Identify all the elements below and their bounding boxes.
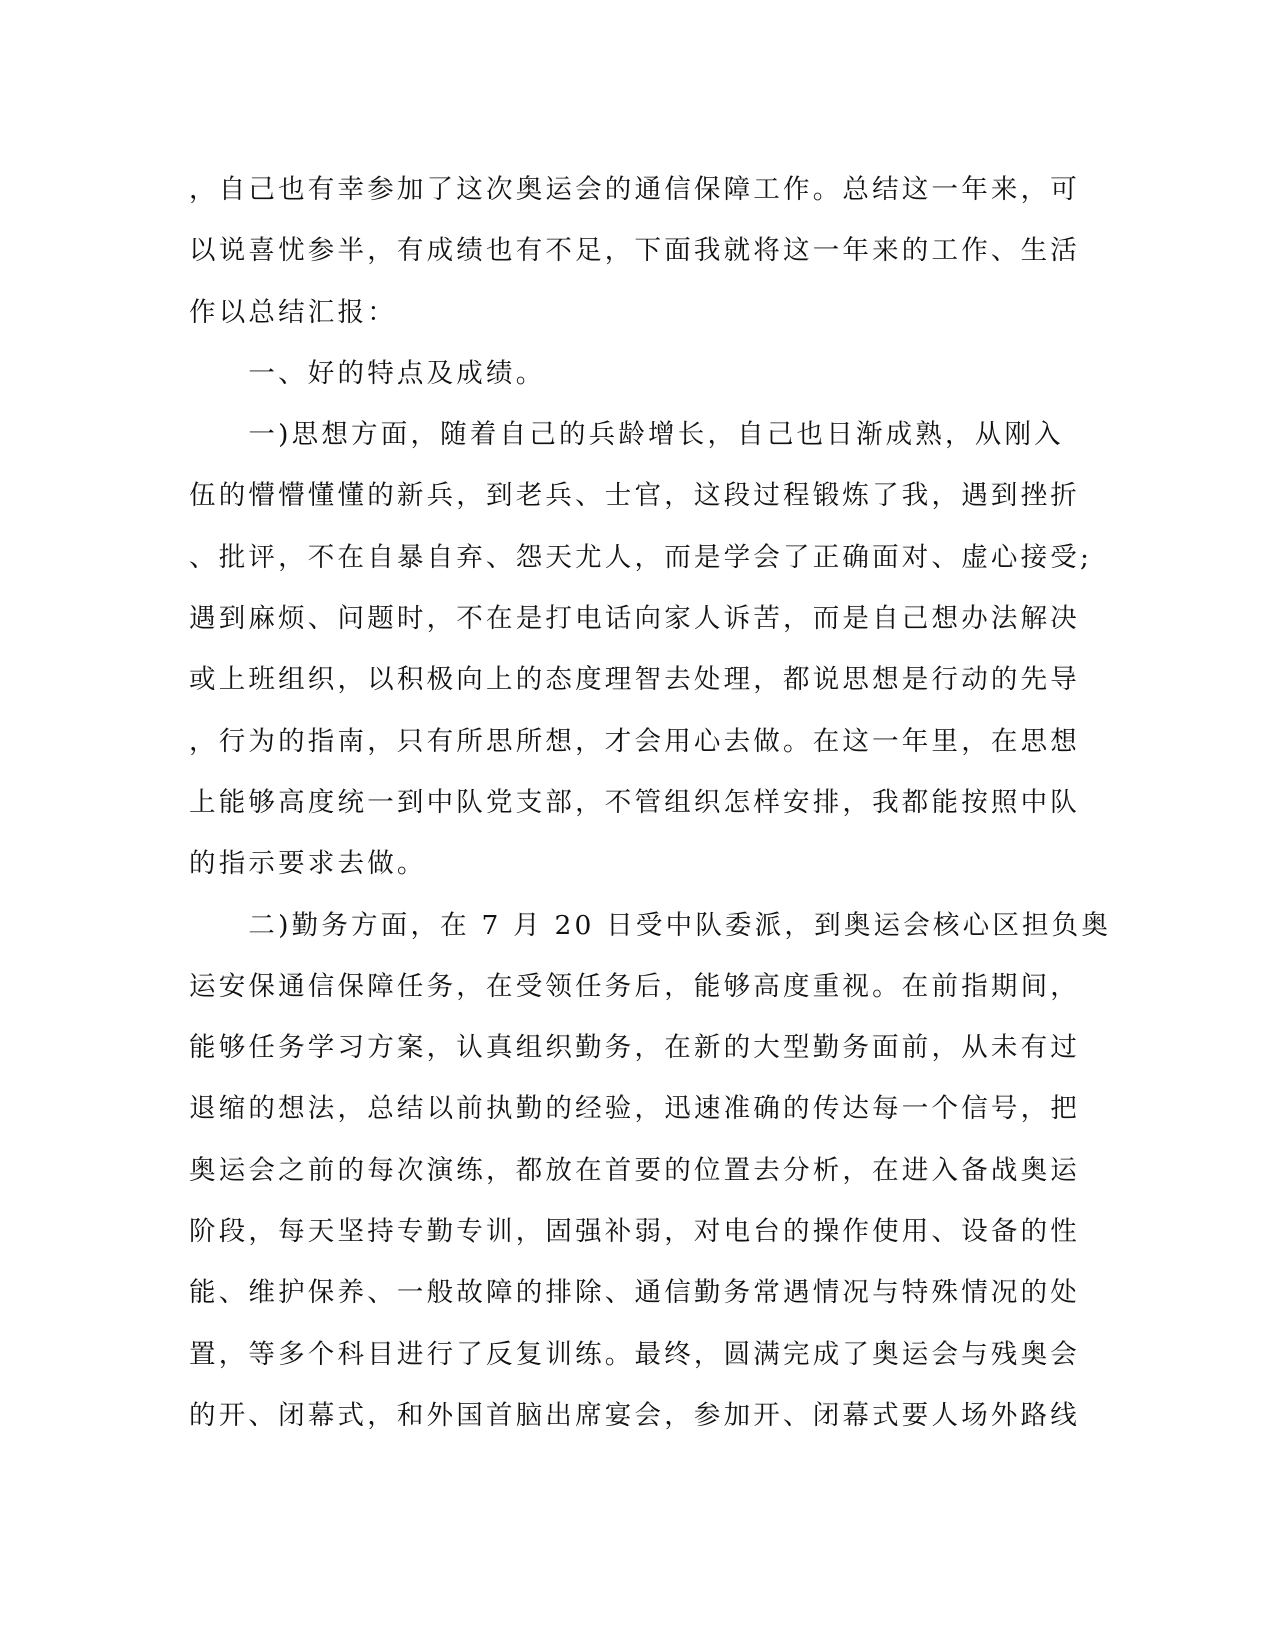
text-line: 置，等多个科目进行了反复训练。最终，圆满完成了奥运会与残奥会 (189, 1338, 1080, 1370)
text-line: ，自己也有幸参加了这次奥运会的通信保障工作。总结这一年来，可 (189, 174, 1080, 205)
text-line: 二)勤务方面，在 7 月 20 日受中队委派，到奥运会核心区担负奥 (189, 909, 1112, 941)
text-line: 退缩的想法，总结以前执勤的经验，迅速准确的传达每一个信号，把 (189, 1093, 1080, 1125)
text-line: 能够任务学习方案，认真组织勤务，在新的大型勤务面前，从未有过 (189, 1032, 1080, 1064)
text-line: 遇到麻烦、问题时，不在是打电话向家人诉苦，而是自己想办法解决 (189, 603, 1080, 635)
section-heading: 一、好的特点及成绩。 (189, 357, 546, 389)
text-line: 伍的懵懵懂懂的新兵，到老兵、士官，这段过程锻炼了我，遇到挫折 (189, 480, 1080, 512)
text-line: 一)思想方面，随着自己的兵龄增长，自己也日渐成熟，从刚入 (189, 419, 1064, 451)
text-line: 运安保通信保障任务，在受领任务后，能够高度重视。在前指期间， (189, 970, 1080, 1002)
text-line: 或上班组织，以积极向上的态度理智去处理，都说思想是行动的先导 (189, 664, 1080, 696)
text-line: 作以总结汇报： (189, 296, 397, 328)
body-text (189, 159, 1112, 1446)
text-line: 奥运会之前的每次演练，都放在首要的位置去分析，在进入备战奥运 (189, 1154, 1080, 1186)
text-line: ，行为的指南，只有所思所想，才会用心去做。在这一年里，在思想 (189, 725, 1080, 757)
text-line: 阶段，每天坚持专勤专训，固强补弱，对电台的操作使用、设备的性 (189, 1216, 1080, 1248)
text-line: 的指示要求去做。 (189, 848, 427, 880)
text-line: 的开、闭幕式，和外国首脑出席宴会，参加开、闭幕式要人场外路线 (189, 1399, 1080, 1431)
text-line: 、批评，不在自暴自弃、怨天尤人，而是学会了正确面对、虚心接受; (189, 541, 1093, 573)
text-line: 上能够高度统一到中队党支部，不管组织怎样安排，我都能按照中队 (189, 786, 1080, 818)
text-line: 能、维护保养、一般故障的排除、通信勤务常遇情况与特殊情况的处 (189, 1277, 1080, 1309)
text-line: 以说喜忧参半，有成绩也有不足，下面我就将这一年来的工作、生活 (189, 235, 1080, 267)
